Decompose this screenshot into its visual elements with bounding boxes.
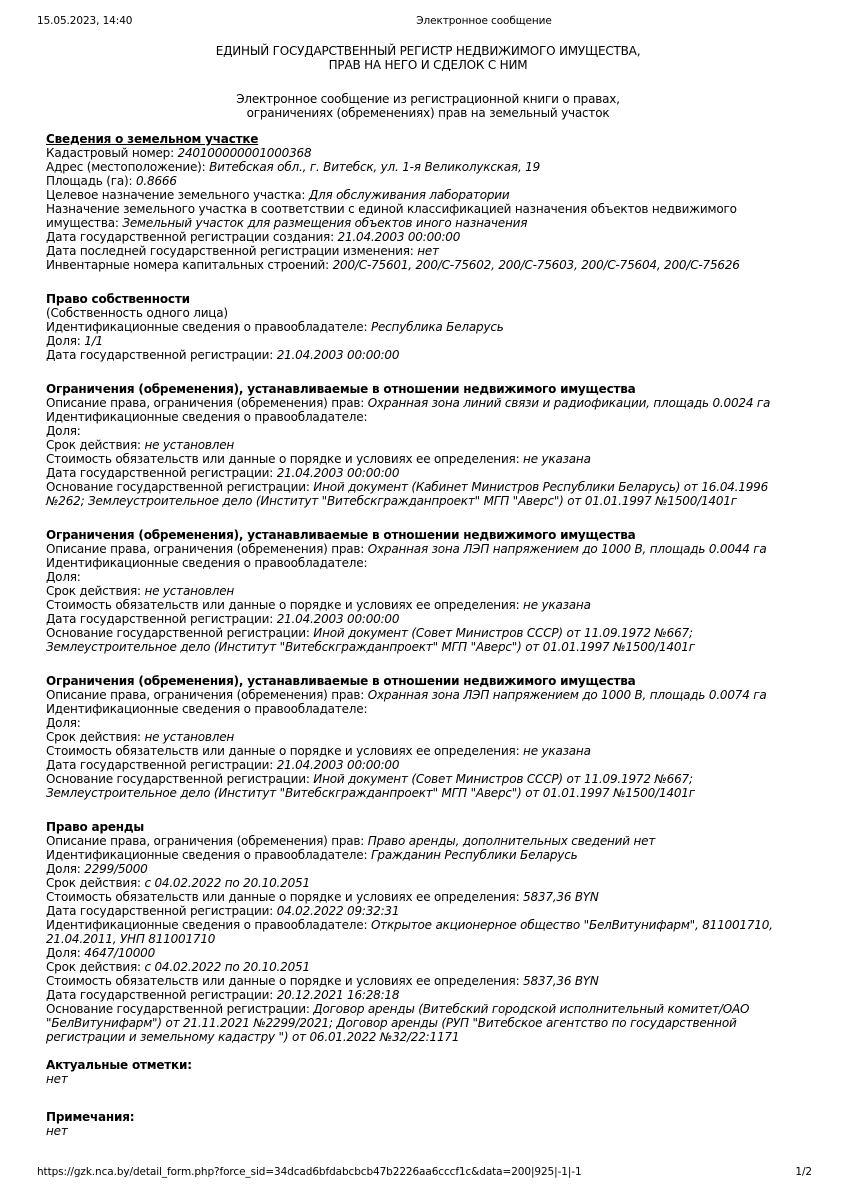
section-heading: Ограничения (обременения), устанавливаемые в отношении недвижимого имущества	[46, 382, 636, 396]
field-label: Срок действия:	[46, 438, 141, 452]
field-value: не установлен	[144, 584, 235, 598]
field-label: Дата государственной регистрации создания:	[46, 230, 334, 244]
field-line	[46, 862, 810, 876]
field-label: Доля:	[46, 862, 81, 876]
print-datetime: 15.05.2023, 14:40	[37, 15, 133, 27]
field-line	[46, 716, 810, 730]
field-value: с 04.02.2022 по 20.10.2051	[144, 876, 310, 890]
section-heading: Ограничения (обременения), устанавливаемые в отношении недвижимого имущества	[46, 674, 636, 688]
field-line	[46, 702, 810, 716]
field-value: с 04.02.2022 по 20.10.2051	[144, 960, 310, 974]
field-label: Описание права, ограничения (обременения) прав:	[46, 834, 365, 848]
field-line	[46, 1124, 810, 1138]
field-line	[46, 188, 810, 202]
field-value: Открытое акционерное общество "БелВитунифарм", 811001710, 21.04.2011, УНП 811001710	[46, 918, 773, 946]
field-label: Дата государственной регистрации:	[46, 466, 274, 480]
field-line	[46, 772, 810, 800]
field-value: 04.02.2022 09:32:31	[276, 904, 400, 918]
field-value: не указана	[523, 744, 591, 758]
print-doc-title: Электронное сообщение	[416, 15, 552, 27]
field-label: Идентификационные сведения о правообладателе:	[46, 702, 368, 716]
field-label: Срок действия:	[46, 960, 141, 974]
field-value: 0.8666	[135, 174, 177, 188]
field-line	[46, 974, 810, 988]
field-label: Стоимость обязательств или данные о порядке и условиях ее определения:	[46, 744, 520, 758]
registry-title	[46, 44, 810, 72]
doc-subtitle	[46, 92, 810, 120]
field-label: Доля:	[46, 946, 81, 960]
field-label: Основание государственной регистрации:	[46, 772, 310, 786]
field-label: (Собственность одного лица)	[46, 306, 228, 320]
field-line	[46, 438, 810, 452]
section-heading: Актуальные отметки:	[46, 1058, 192, 1072]
field-line	[46, 396, 810, 410]
field-value: не указана	[523, 598, 591, 612]
field-value: Охранная зона линий связи и радиофикации, площадь 0.0024 га	[367, 396, 771, 410]
field-line	[46, 946, 810, 960]
field-value: не указана	[523, 452, 591, 466]
field-value: Договор аренды (Витебский городской исполнительный комитет/ОАО "БелВитунифарм") от 21.11.2021 №2299/2021; Договор аренды (РУП "Витебское агентство по государственной регистрации и земельному кадастру ") от 06.01.2022 №32/22:1171	[46, 1002, 750, 1044]
field-line	[46, 556, 810, 570]
field-line	[46, 424, 810, 438]
field-line	[46, 160, 810, 174]
field-line	[46, 410, 810, 424]
field-line	[46, 334, 810, 348]
section-heading: Право собственности	[46, 292, 190, 306]
field-value: Витебская обл., г. Витебск, ул. 1-я Великолукская, 19	[209, 160, 541, 174]
section-land	[46, 132, 810, 272]
field-line	[46, 146, 810, 160]
field-line	[46, 730, 810, 744]
doc-subtitle-line-2: ограничениях (обременениях) прав на земельный участок	[246, 106, 610, 120]
field-line	[46, 598, 810, 612]
field-value: Иной документ (Совет Министров СССР) от 11.09.1972 №667; Землеустроительное дело (Институт "Витебскгражданпроект" МГП "Аверс") от 01.01.1997 №1500/1401г	[46, 626, 695, 654]
field-line	[46, 988, 810, 1002]
field-label: Идентификационные сведения о правообладателе:	[46, 918, 368, 932]
field-value: нет	[46, 1124, 68, 1138]
field-value: Для обслуживания лаборатории	[308, 188, 510, 202]
field-value: 5837,36 BYN	[523, 974, 599, 988]
field-value: 21.04.2003 00:00:00	[337, 230, 461, 244]
field-label: Инвентарные номера капитальных строений:	[46, 258, 329, 272]
field-label: Идентификационные сведения о правообладателе:	[46, 410, 368, 424]
field-value: Республика Беларусь	[370, 320, 504, 334]
field-label: Кадастровый номер:	[46, 146, 174, 160]
field-value: 4647/10000	[84, 946, 156, 960]
field-value: не установлен	[144, 730, 235, 744]
field-line	[46, 542, 810, 556]
field-line	[46, 348, 810, 362]
field-value: 21.04.2003 00:00:00	[276, 348, 400, 362]
field-line	[46, 244, 810, 258]
field-value: 20.12.2021 16:28:18	[276, 988, 400, 1002]
field-label: Назначение земельного участка в соответствии с единой классификацией назначения объектов недвижимого имущества:	[46, 202, 737, 230]
field-label: Доля:	[46, 334, 81, 348]
field-label: Описание права, ограничения (обременения) прав:	[46, 396, 365, 410]
field-value: 5837,36 BYN	[523, 890, 599, 904]
field-value: 21.04.2003 00:00:00	[276, 466, 400, 480]
section-restriction-1	[46, 382, 810, 508]
field-value: Иной документ (Совет Министров СССР) от 11.09.1972 №667; Землеустроительное дело (Институт "Витебскгражданпроект" МГП "Аверс") от 01.01.1997 №1500/1401г	[46, 772, 695, 800]
doc-subtitle-line-1: Электронное сообщение из регистрационной книги о правах,	[236, 92, 620, 106]
field-value: 240100000001000368	[177, 146, 312, 160]
registry-title-line-2: ПРАВ НА НЕГО И СДЕЛОК С НИМ	[328, 58, 528, 72]
field-value: Гражданин Республики Беларусь	[370, 848, 578, 862]
section-marks	[46, 1058, 810, 1086]
field-label: Дата государственной регистрации:	[46, 904, 274, 918]
field-line	[46, 452, 810, 466]
field-line	[46, 960, 810, 974]
field-line	[46, 876, 810, 890]
field-label: Дата государственной регистрации:	[46, 758, 274, 772]
field-line	[46, 306, 810, 320]
field-label: Дата государственной регистрации:	[46, 988, 274, 1002]
field-line	[46, 570, 810, 584]
field-line	[46, 848, 810, 862]
sections-container	[46, 132, 810, 1138]
field-line	[46, 904, 810, 918]
field-value: Право аренды, дополнительных сведений нет	[367, 834, 656, 848]
field-label: Целевое назначение земельного участка:	[46, 188, 306, 202]
field-label: Срок действия:	[46, 730, 141, 744]
field-value: 2299/5000	[84, 862, 148, 876]
field-label: Основание государственной регистрации:	[46, 480, 310, 494]
field-line	[46, 688, 810, 702]
field-line	[46, 320, 810, 334]
field-line	[46, 1072, 810, 1086]
field-line	[46, 918, 810, 946]
section-heading: Сведения о земельном участке	[46, 132, 259, 146]
field-label: Основание государственной регистрации:	[46, 626, 310, 640]
field-value: Охранная зона ЛЭП напряжением до 1000 В, площадь 0.0044 га	[367, 542, 767, 556]
field-line	[46, 174, 810, 188]
page-number: 1/2	[795, 1166, 812, 1178]
field-label: Срок действия:	[46, 876, 141, 890]
field-value: 21.04.2003 00:00:00	[276, 758, 400, 772]
field-line	[46, 202, 810, 230]
section-lease	[46, 820, 810, 1044]
field-label: Дата государственной регистрации:	[46, 348, 274, 362]
print-footer	[37, 1165, 812, 1179]
field-label: Срок действия:	[46, 584, 141, 598]
section-notes	[46, 1110, 810, 1138]
field-value: Иной документ (Кабинет Министров Республики Беларусь) от 16.04.1996 №262; Землеустроительное дело (Институт "Витебскгражданпроект" МГП "Аверс") от 01.01.1997 №1500/1401г	[46, 480, 769, 508]
field-value: Земельный участок для размещения объектов иного назначения	[122, 216, 528, 230]
field-value: Охранная зона ЛЭП напряжением до 1000 В, площадь 0.0074 га	[367, 688, 767, 702]
field-line	[46, 890, 810, 904]
field-label: Описание права, ограничения (обременения) прав:	[46, 688, 365, 702]
registry-title-line-1: ЕДИНЫЙ ГОСУДАРСТВЕННЫЙ РЕГИСТР НЕДВИЖИМОГО ИМУЩЕСТВА,	[215, 44, 641, 58]
field-label: Дата последней государственной регистрации изменения:	[46, 244, 414, 258]
section-restriction-3	[46, 674, 810, 800]
field-line	[46, 626, 810, 654]
field-label: Идентификационные сведения о правообладателе:	[46, 556, 368, 570]
field-label: Адрес (местоположение):	[46, 160, 206, 174]
field-line	[46, 1002, 810, 1044]
field-line	[46, 258, 810, 272]
field-label: Стоимость обязательств или данные о порядке и условиях ее определения:	[46, 974, 520, 988]
field-line	[46, 758, 810, 772]
field-label: Описание права, ограничения (обременения) прав:	[46, 542, 365, 556]
field-label: Основание государственной регистрации:	[46, 1002, 310, 1016]
field-line	[46, 744, 810, 758]
field-label: Стоимость обязательств или данные о порядке и условиях ее определения:	[46, 890, 520, 904]
field-label: Идентификационные сведения о правообладателе:	[46, 320, 368, 334]
field-label: Доля:	[46, 570, 81, 584]
section-heading: Право аренды	[46, 820, 145, 834]
field-line	[46, 230, 810, 244]
section-restriction-2	[46, 528, 810, 654]
field-line	[46, 834, 810, 848]
field-value: нет	[417, 244, 439, 258]
field-label: Площадь (га):	[46, 174, 133, 188]
field-value: 200/C-75601, 200/C-75602, 200/C-75603, 200/C-75604, 200/C-75626	[332, 258, 740, 272]
field-label: Доля:	[46, 716, 81, 730]
field-line	[46, 466, 810, 480]
field-line	[46, 612, 810, 626]
field-value: 1/1	[84, 334, 103, 348]
field-value: не установлен	[144, 438, 235, 452]
field-label: Дата государственной регистрации:	[46, 612, 274, 626]
field-value: нет	[46, 1072, 68, 1086]
field-label: Доля:	[46, 424, 81, 438]
section-ownership	[46, 292, 810, 362]
field-label: Идентификационные сведения о правообладателе:	[46, 848, 368, 862]
field-label: Стоимость обязательств или данные о порядке и условиях ее определения:	[46, 598, 520, 612]
section-heading: Примечания:	[46, 1110, 135, 1124]
field-line	[46, 480, 810, 508]
field-label: Стоимость обязательств или данные о порядке и условиях ее определения:	[46, 452, 520, 466]
field-line	[46, 584, 810, 598]
field-value: 21.04.2003 00:00:00	[276, 612, 400, 626]
source-url: https://gzk.nca.by/detail_form.php?force_sid=34dcad6bfdabcbcb47b2226aa6cccf1c&data=200|925|-1|-1	[37, 1166, 582, 1178]
section-heading: Ограничения (обременения), устанавливаемые в отношении недвижимого имущества	[46, 528, 636, 542]
